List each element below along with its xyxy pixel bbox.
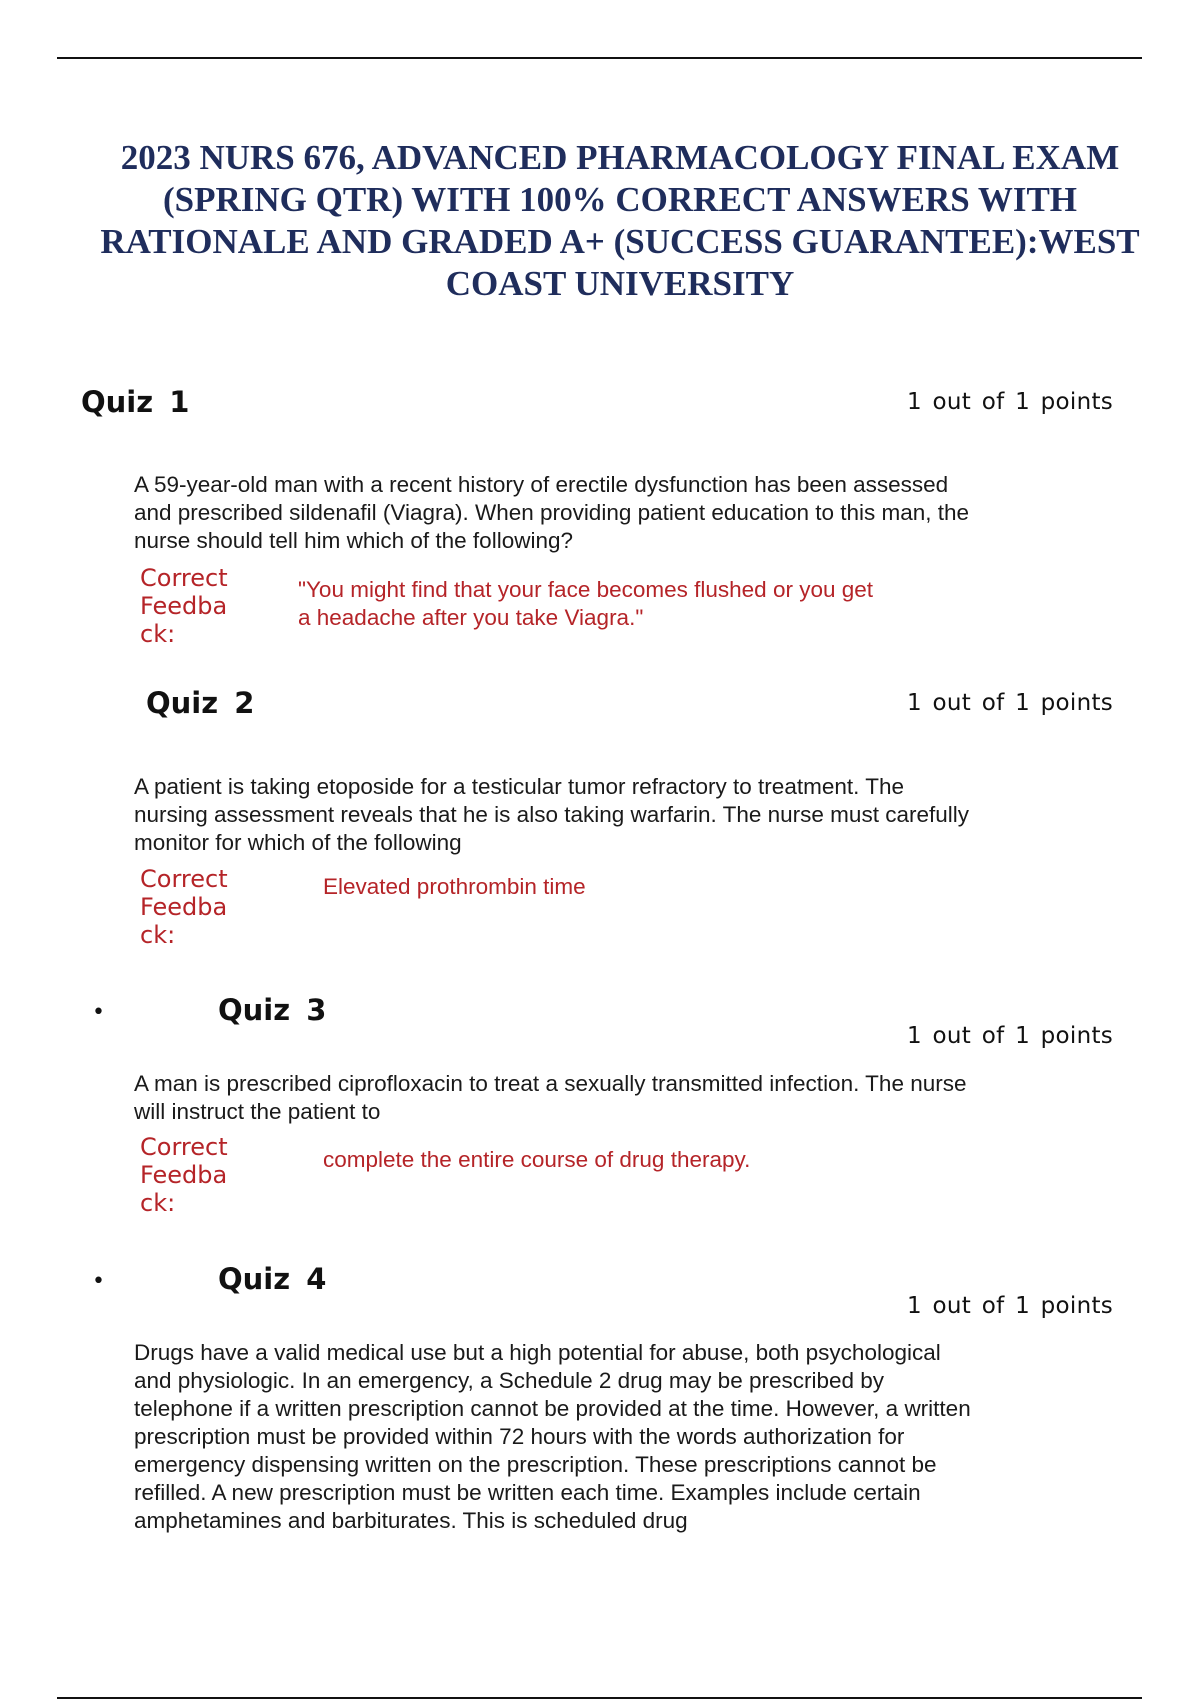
quiz-3-heading: Quiz 3 [218, 993, 327, 1027]
quiz-1-correct-answer: "You might find that your face becomes flushed or you get a headache after you take Viagra." [298, 577, 874, 630]
quiz-2-correct-answer: Elevated prothrombin time [323, 874, 586, 899]
quiz-2-heading: Quiz 2 [146, 686, 255, 720]
quiz-1-question: A 59-year-old man with a recent history of erectile dysfunction has been assessed and prescribed sildenafil (Viagra). When providing patient education to this man, the nurse should tell him which of the following? [134, 472, 970, 553]
quiz-4-bullet: • [92, 1269, 105, 1294]
bottom-rule [57, 1697, 1142, 1699]
quiz-4-heading: Quiz 4 [218, 1262, 327, 1296]
top-rule [57, 57, 1142, 59]
quiz-4-points: 1 out of 1 points [907, 1293, 1114, 1319]
quiz-3-question: A man is prescribed ciprofloxacin to treat a sexually transmitted infection. The nurse will instruct the patient to [134, 1071, 967, 1124]
quiz-4-question: Drugs have a valid medical use but a high potential for abuse, both psychological and physiologic. In an emergency, a Schedule 2 drug may be prescribed by telephone if a written prescription cannot be provided at the time. However, a written prescription must be provided within 72 hours with the words authorization for emergency dispensing written on the prescription. These prescriptions cannot be refilled. A new prescription must be written each time. Examples include certain amphetamines and barbiturates. This is scheduled drug [134, 1340, 971, 1533]
quiz-2-question: A patient is taking etoposide for a testicular tumor refractory to treatment. The nursing assessment reveals that he is also taking warfarin. The nurse must carefully monitor for which of the following [134, 774, 969, 855]
document-title: 2023 NURS 676, ADVANCED PHARMACOLOGY FINAL EXAM (SPRING QTR) WITH 100% CORRECT ANSWERS WITH RATIONALE AND GRADED A+ (SUCCESS GUARANTEE):WEST COAST UNIVERSITY [100, 138, 1140, 303]
quiz-3-bullet: • [92, 1000, 105, 1025]
quiz-1-points: 1 out of 1 points [907, 389, 1114, 415]
quiz-3-feedback-label: Correct Feedba ck: [140, 1133, 228, 1217]
quiz-1-heading: Quiz 1 [81, 385, 190, 419]
quiz-1-feedback-label: Correct Feedba ck: [140, 564, 228, 648]
quiz-3-correct-answer: complete the entire course of drug therapy. [323, 1147, 751, 1172]
quiz-2-points: 1 out of 1 points [907, 690, 1114, 716]
quiz-3-points: 1 out of 1 points [907, 1023, 1114, 1049]
quiz-2-feedback-label: Correct Feedba ck: [140, 865, 228, 949]
